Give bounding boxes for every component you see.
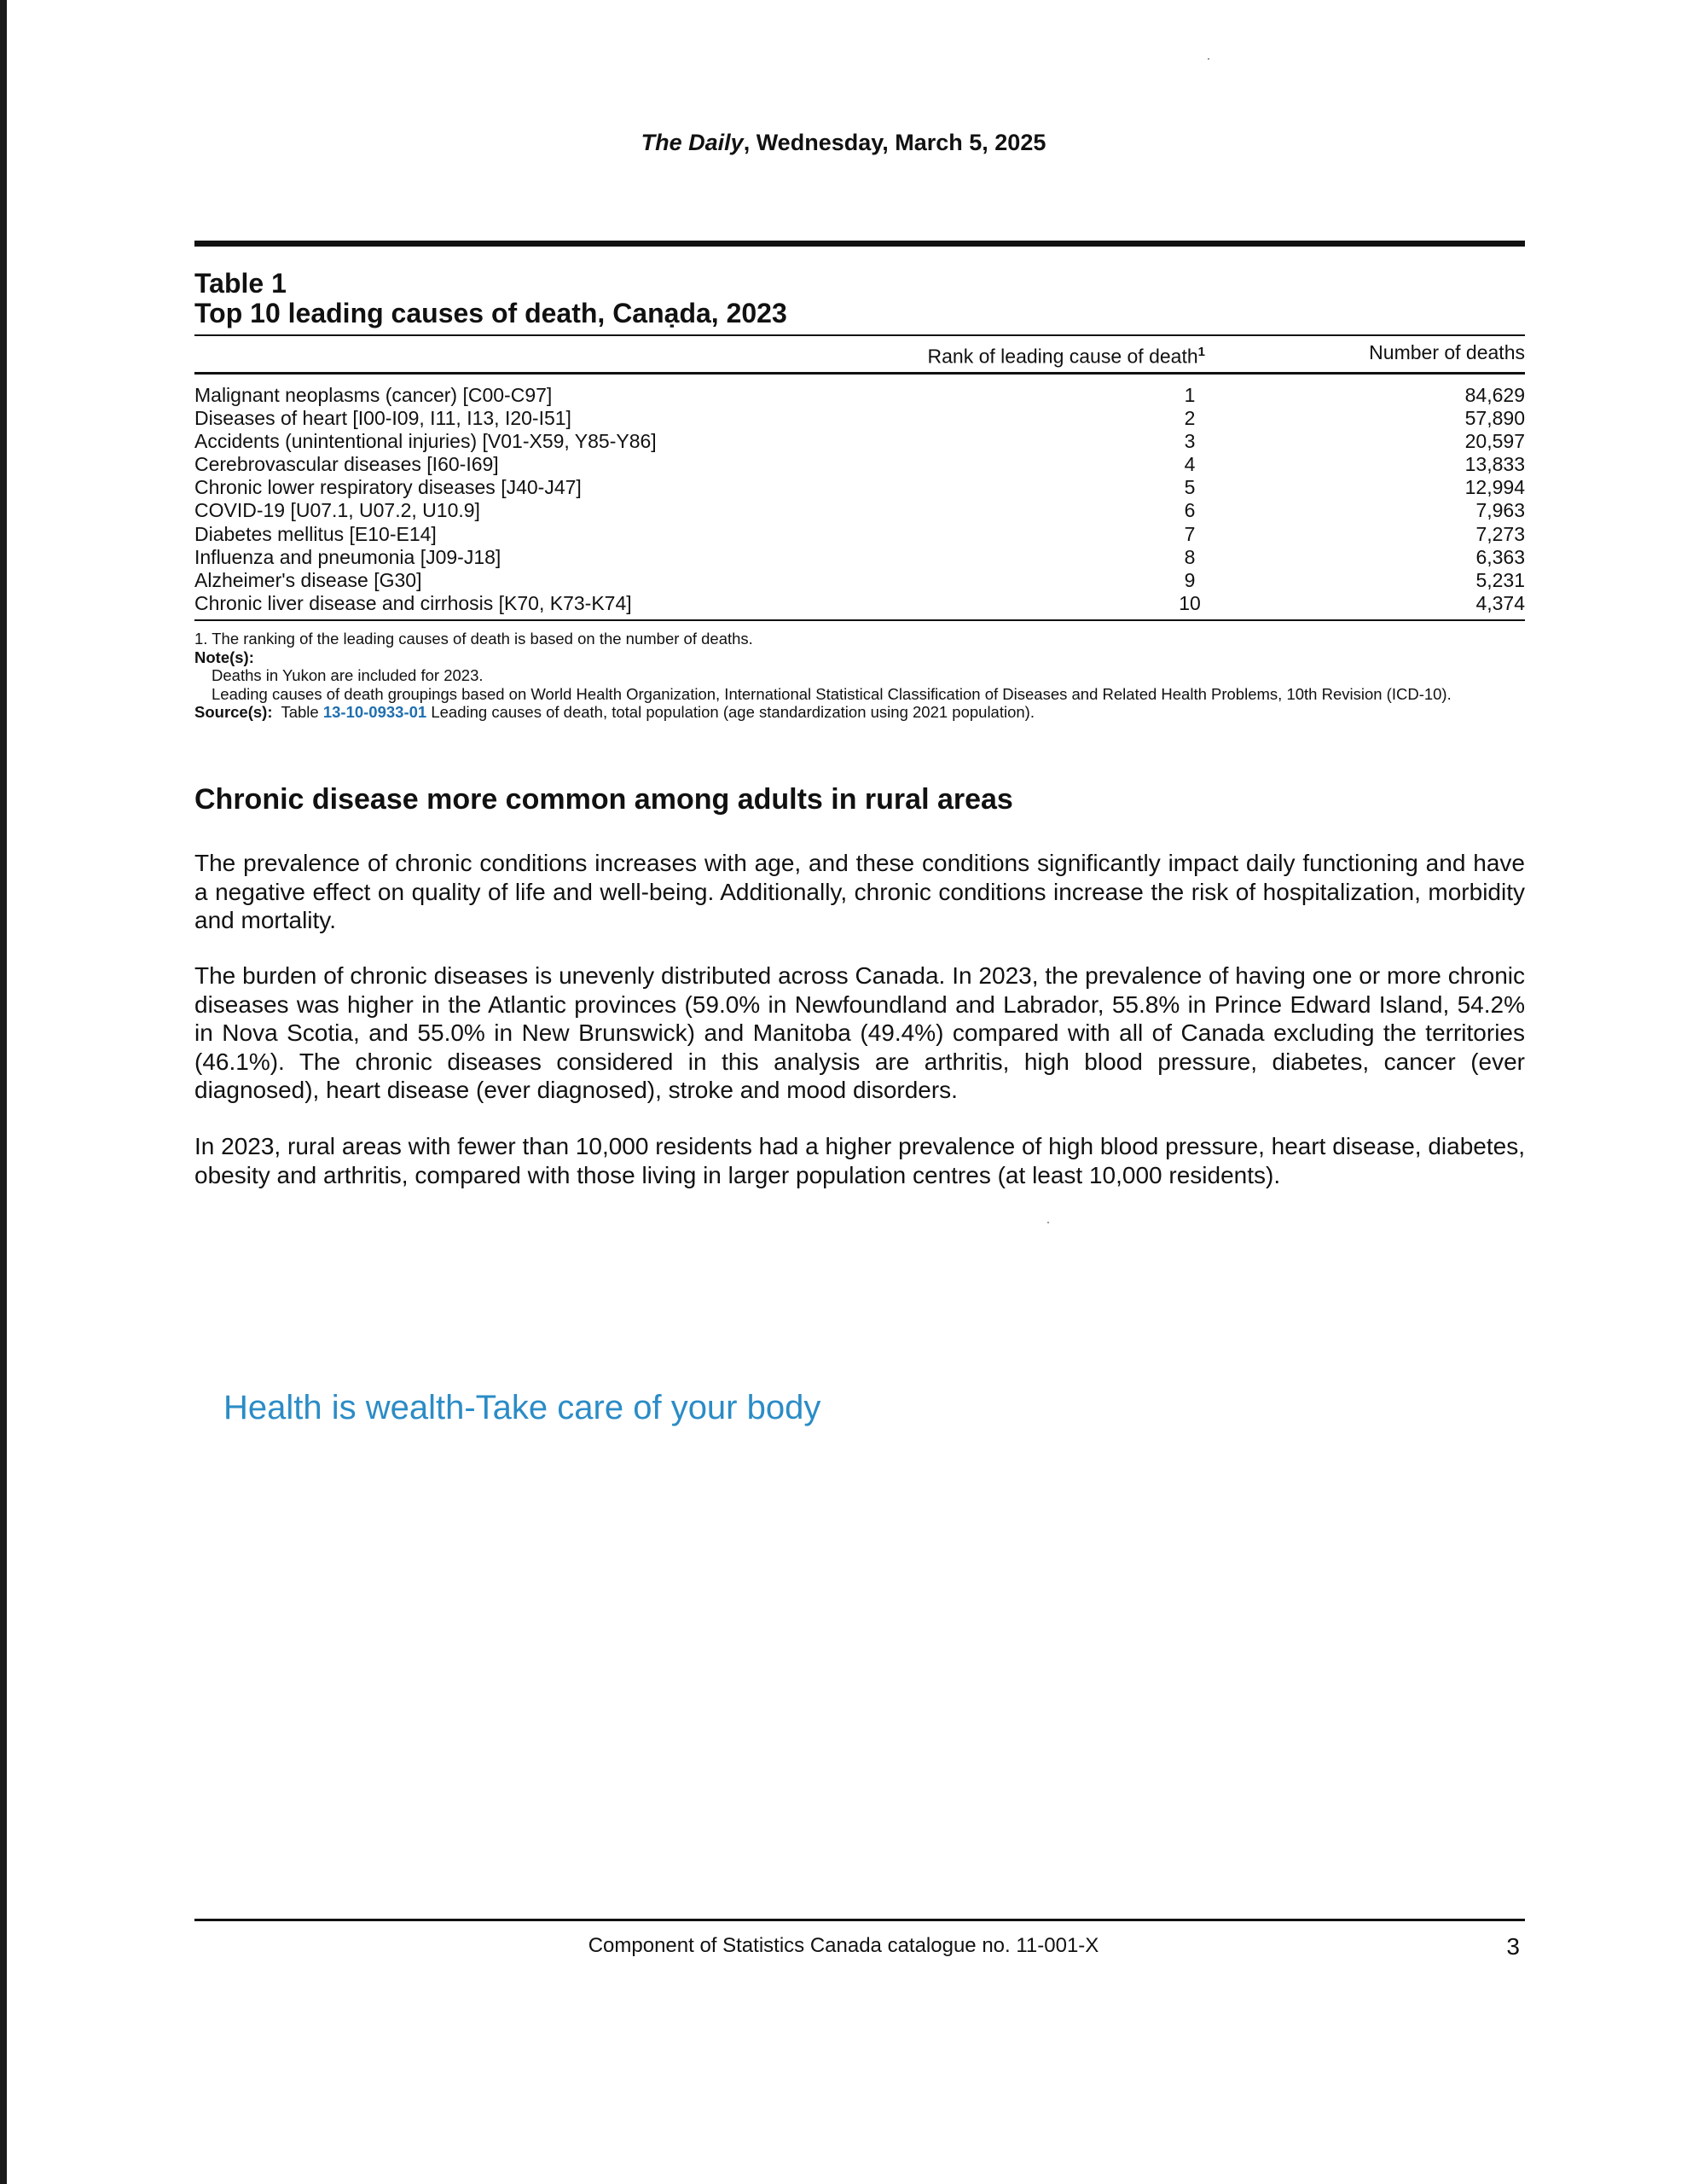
table-row (194, 430, 1525, 453)
cause-cell: Diseases of heart [I00-I09, I11, I13, I20-I51] (194, 407, 571, 430)
cause-cell: Chronic liver disease and cirrhosis [K70, K73-K74] (194, 591, 632, 614)
deaths-cell: 84,629 (1464, 384, 1525, 406)
table-row (194, 569, 1525, 592)
source-label: Source(s): (194, 703, 273, 721)
table-body (194, 375, 1525, 621)
table-row (194, 592, 1525, 615)
deaths-cell: 20,597 (1464, 430, 1525, 453)
scan-edge (0, 0, 7, 2184)
table-row (194, 407, 1525, 430)
bottom-rule (194, 1919, 1525, 1921)
cause-cell: Malignant neoplasms (cancer) [C00-C97] (194, 384, 553, 406)
cause-cell: Cerebrovascular diseases [I60-I69] (194, 453, 499, 476)
publication-name: The Daily (641, 130, 744, 155)
table-title: Top 10 leading causes of death, Canạda, 2023 (194, 298, 787, 328)
cause-cell: Accidents (unintentional injuries) [V01-X59, Y85-Y86] (194, 430, 657, 453)
rank-cell: 6 (1184, 499, 1196, 522)
source-table-link[interactable]: 13-10-0933-01 (322, 703, 427, 721)
cause-cell: Diabetes mellitus [E10-E14] (194, 522, 437, 545)
deaths-cell: 5,231 (1475, 568, 1525, 591)
rank-cell: 8 (1184, 545, 1196, 568)
deaths-cell: 6,363 (1475, 545, 1525, 568)
scan-speck (1047, 1222, 1049, 1223)
cause-cell: Chronic lower respiratory diseases [J40-J47] (194, 476, 582, 499)
table-footnote: 1. The ranking of the leading causes of death is based on the number of deaths. (194, 630, 753, 648)
table-row (194, 453, 1525, 476)
deaths-cell: 7,963 (1475, 499, 1525, 522)
running-head (0, 130, 1687, 156)
note-item: Deaths in Yukon are included for 2023. (212, 666, 484, 684)
cause-cell: COVID-19 [U07.1, U07.2, U10.9] (194, 499, 480, 522)
table-row (194, 546, 1525, 569)
body-paragraph: The burden of chronic diseases is unevenly distributed across Canada. In 2023, the prevalence of having one or more chronic diseases was higher in the Atlantic provinces (59.0% in Newfoundland and Labrador, 55.8% in Prince Edward Island, 54.2% in Nova Scotia, and 55.0% in New Brunswick) and Manitoba (49.4%) compared with all of Canada excluding the territories (46.1%). The chronic diseases considered in this analysis are arthritis, high blood pressure, diabetes, cancer (ever diagnosed), heart disease (ever diagnosed), stroke and mood disorders. (194, 962, 1525, 1103)
table-number: Table 1 (194, 268, 287, 299)
deaths-cell: 57,890 (1464, 407, 1525, 430)
rank-column-header (928, 345, 1205, 369)
source-text: Leading causes of death, total population (age standardization using 2021 population). (431, 703, 1035, 721)
table-row (194, 499, 1525, 522)
table-header (194, 334, 1525, 375)
deaths-cell: 12,994 (1464, 476, 1525, 499)
footnote-marker: 1 (1197, 345, 1205, 359)
deaths-column-header: Number of deaths (1369, 341, 1525, 363)
page-number: 3 (1506, 1933, 1520, 1960)
rank-cell: 3 (1184, 430, 1196, 453)
deaths-cell: 13,833 (1464, 453, 1525, 476)
table-row (194, 384, 1525, 407)
top-rule (194, 241, 1525, 247)
source-line (194, 703, 1525, 722)
rank-cell: 9 (1184, 568, 1196, 591)
handwritten-note: Health is wealth-Take care of your body (223, 1389, 821, 1426)
body-paragraph: The prevalence of chronic conditions increases with age, and these conditions significantly impact daily functioning and have a negative effect on quality of life and well-being. Additionally, chronic conditions increase the risk of hospitalization, morbidity and mortality. (194, 850, 1525, 933)
section-heading: Chronic disease more common among adults in rural areas (194, 783, 1013, 816)
scan-speck (1208, 58, 1209, 60)
body-paragraph: In 2023, rural areas with fewer than 10,000 residents had a higher prevalence of high blood pressure, heart disease, diabetes, obesity and arthritis, compared with those living in larger population centres (at least 10,000 residents). (194, 1133, 1525, 1188)
cause-cell: Alzheimer's disease [G30] (194, 568, 422, 591)
footer-catalogue: Component of Statistics Canada catalogue no. 11-001-X (588, 1934, 1099, 1957)
table-row (194, 523, 1525, 546)
rank-cell: 5 (1184, 476, 1196, 499)
rank-cell: 10 (1179, 591, 1201, 614)
rank-cell: 1 (1184, 384, 1196, 406)
source-prefix: Table (281, 703, 319, 721)
rank-cell: 2 (1184, 407, 1196, 430)
publication-date: , Wednesday, March 5, 2025 (743, 130, 1046, 155)
rank-cell: 7 (1184, 522, 1196, 545)
rank-cell: 4 (1184, 453, 1196, 476)
rank-column-label: Rank of leading cause of death (927, 345, 1198, 368)
notes-label: Note(s): (194, 648, 254, 666)
deaths-cell: 4,374 (1475, 591, 1525, 614)
cause-cell: Influenza and pneumonia [J09-J18] (194, 545, 501, 568)
deaths-cell: 7,273 (1475, 522, 1525, 545)
table-notes (194, 630, 1525, 722)
note-item: Leading causes of death groupings based on World Health Organization, International Statistical Classification of Diseases and Related Health Problems, 10th Revision (ICD-10). (212, 684, 1452, 703)
table-row (194, 476, 1525, 499)
leading-causes-table (194, 334, 1525, 621)
